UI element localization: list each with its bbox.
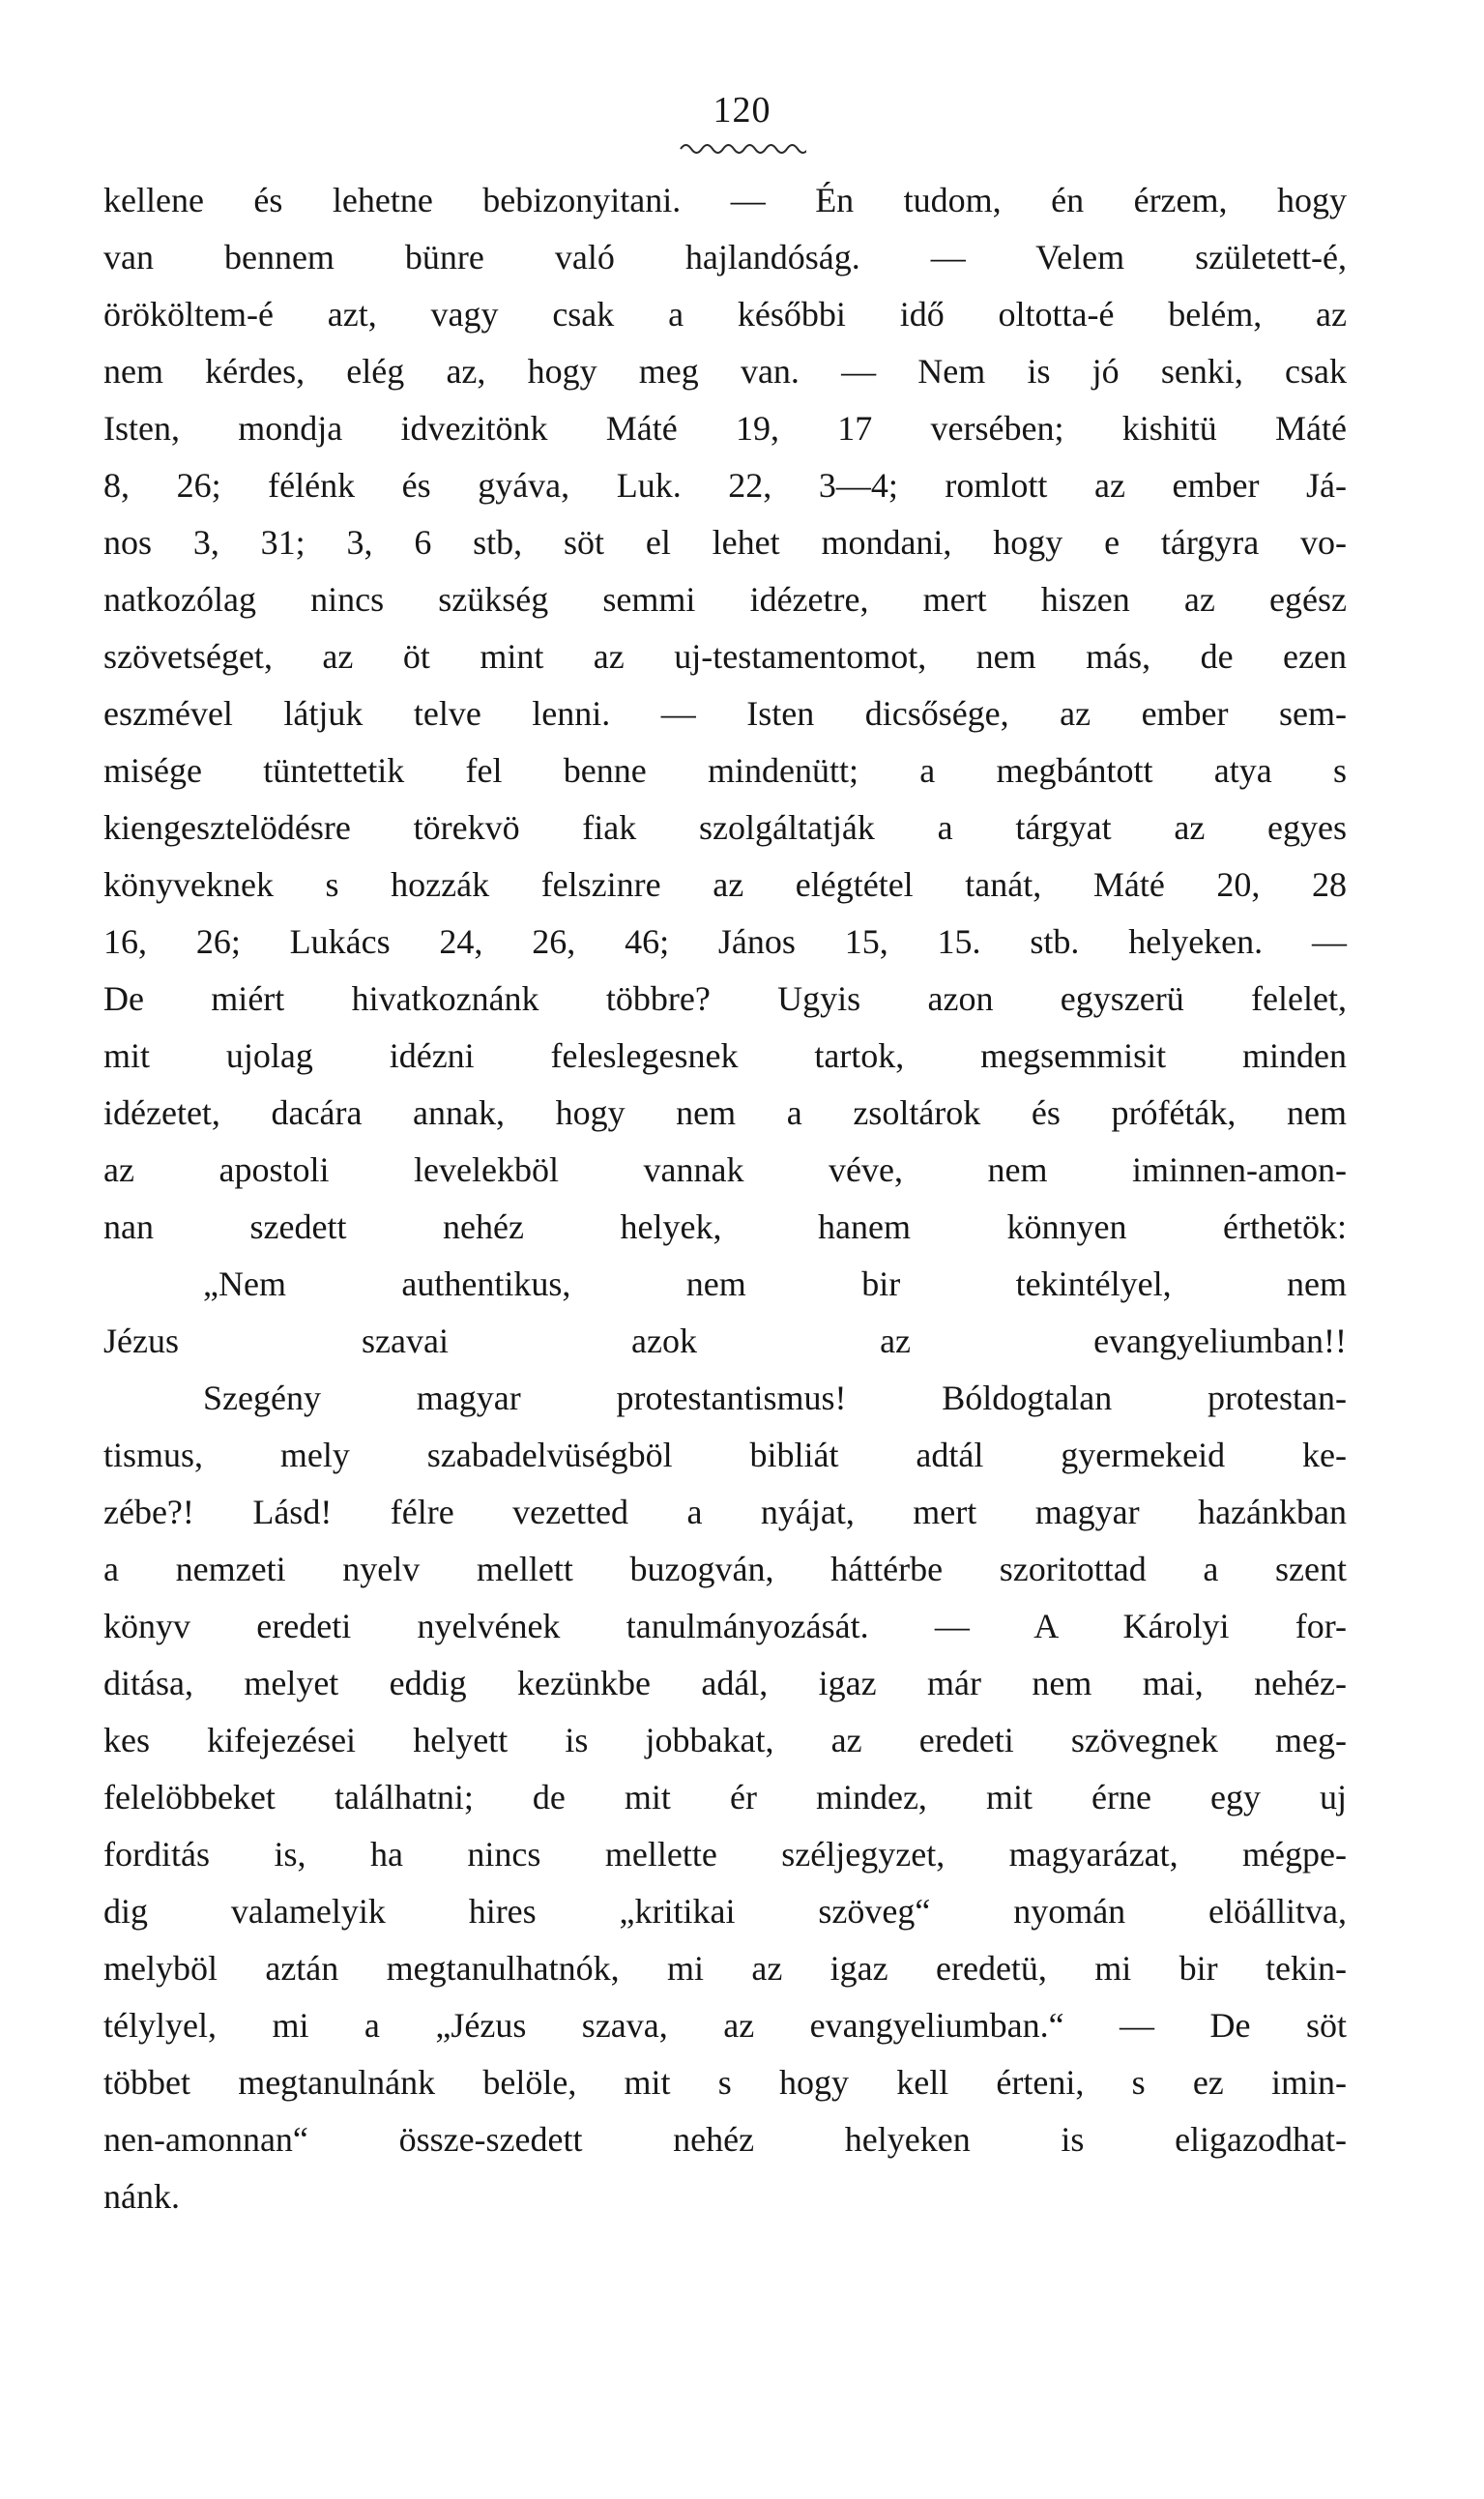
text-line: a nemzeti nyelv mellett buzogván, háttérbe szoritottad a szent [103,1550,1347,1588]
text-line: ditása, melyet eddig kezünkbe adál, igaz már nem mai, nehéz- [103,1664,1347,1702]
wavy-rule-ornament [0,139,1484,159]
text-line: nánk. [103,2177,180,2216]
text-line: Isten, mondja idvezitönk Máté 19, 17 versében; kishitü Máté [103,409,1347,448]
text-line: könyveknek s hozzák felszinre az elégtétel tanát, Máté 20, 28 [103,865,1347,904]
text-line: könyv eredeti nyelvének tanulmányozását. — A Károlyi for- [103,1607,1347,1645]
text-line: 8, 26; félénk és gyáva, Luk. 22, 3—4; romlott az ember Já- [103,466,1347,505]
text-line: idézetet, dacára annak, hogy nem a zsoltárok és próféták, nem [103,1093,1347,1132]
text-line: tismus, mely szabadelvüségböl bibliát adtál gyermekeid ke- [103,1436,1347,1474]
page-number: 120 [713,90,771,131]
text-line: van bennem bünre való hajlandóság. — Velem született-é, [103,238,1347,276]
body-text [103,172,1347,2225]
quoted-text-line: „Nem authentikus, nem bir tekintélyel, nem [203,1264,1347,1303]
text-line: melyböl aztán megtanulhatnók, mi az igaz eredetü, mi bir tekin- [103,1949,1347,1988]
quoted-text-line: Jézus szavai azok az evangyeliumban!! [103,1322,1347,1360]
text-line: nem kérdes, elég az, hogy meg van. — Nem is jó senki, csak [103,352,1347,391]
text-line: az apostoli levelekböl vannak véve, nem iminnen-amon- [103,1150,1347,1189]
wavy-line-icon [679,139,806,159]
text-line: nos 3, 31; 3, 6 stb, söt el lehet mondani, hogy e tárgyra vo- [103,523,1347,562]
text-line: szövetséget, az öt mint az uj-testamentomot, nem más, de ezen [103,637,1347,676]
text-line: többet megtanulnánk belöle, mit s hogy kell érteni, s ez imin- [103,2063,1347,2102]
text-line: eszmével látjuk telve lenni. — Isten dicsősége, az ember sem- [103,694,1347,733]
text-line: kellene és lehetne bebizonyitani. — Én tudom, én érzem, hogy [103,181,1347,219]
text-line: Szegény magyar protestantismus! Bóldogtalan protestan- [203,1379,1347,1417]
text-line: kes kifejezései helyett is jobbakat, az eredeti szövegnek meg- [103,1721,1347,1759]
text-line: De miért hivatkoznánk többre? Ugyis azon egyszerü felelet, [103,979,1347,1018]
text-line: natkozólag nincs szükség semmi idézetre, mert hiszen az egész [103,580,1347,619]
text-line: felelöbbeket találhatni; de mit ér mindez, mit érne egy uj [103,1778,1347,1816]
text-line: télylyel, mi a „Jézus szava, az evangyeliumban.“ — De söt [103,2006,1347,2045]
text-line: kiengesztelödésre törekvö fiak szolgáltatják a tárgyat az egyes [103,808,1347,847]
text-line: 16, 26; Lukács 24, 26, 46; János 15, 15. stb. helyeken. — [103,922,1347,961]
text-line: dig valamelyik hires „kritikai szöveg“ nyomán elöállitva, [103,1892,1347,1931]
text-line: zébe?! Lásd! félre vezetted a nyájat, mert magyar hazánkban [103,1493,1347,1531]
text-line: nan szedett nehéz helyek, hanem könnyen érthetök: [103,1207,1347,1246]
text-line: forditás is, ha nincs mellette széljegyzet, magyarázat, mégpe- [103,1835,1347,1874]
text-line: misége tüntettetik fel benne mindenütt; a megbántott atya s [103,751,1347,790]
text-line: mit ujolag idézni feleslegesnek tartok, megsemmisit minden [103,1036,1347,1075]
text-line: nen-amonnan“ össze-szedett nehéz helyeken is eligazodhat- [103,2120,1347,2159]
text-line: örököltem-é azt, vagy csak a későbbi idő oltotta-é belém, az [103,295,1347,334]
